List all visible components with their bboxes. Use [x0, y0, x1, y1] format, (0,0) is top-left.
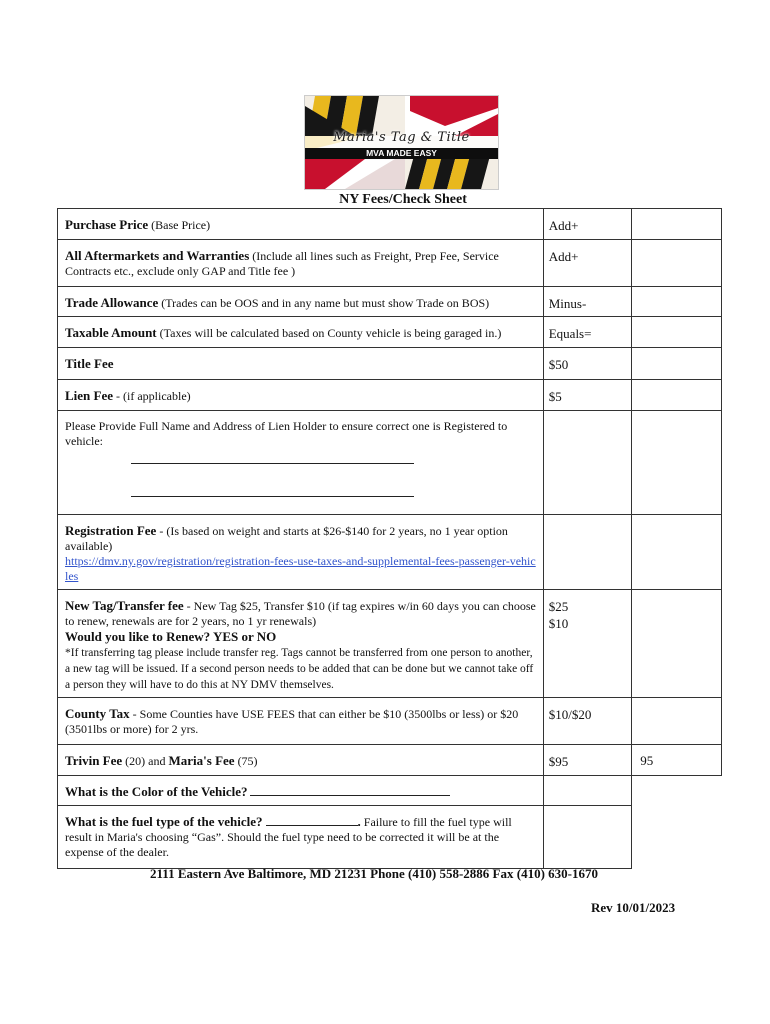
purchase-price-note: (Base Price) — [148, 218, 211, 232]
aftermarkets-note: (Include all lines such as Freight, Prep Fee, Service Contracts etc., exclude only GAP and Title fee ) — [65, 249, 499, 278]
trivin-fee-label: Trivin Fee — [65, 753, 123, 768]
new-tag-value-cell[interactable] — [632, 590, 722, 698]
row-new-tag-transfer — [58, 590, 722, 698]
row-lien-holder — [58, 411, 722, 515]
revision-date: Rev 10/01/2023 — [591, 900, 676, 915]
row-county-tax — [58, 698, 722, 745]
fuel-type-value-cell — [632, 806, 722, 869]
fuel-type-op-cell — [543, 806, 632, 869]
new-tag-price: $25 — [548, 599, 569, 614]
transfer-note: *If transferring tag please include transfer reg. Tags cannot be transferred from one person to another, a new tag will be issued. If a second person needs to be added that can be done but we cannot take off a person they will have to do this at NY DMV themselves. — [65, 647, 534, 691]
purchase-price-op: Add+ — [543, 209, 632, 240]
trivin-fee-amount: (20) and — [122, 754, 169, 768]
title-fee-label: Title Fee — [65, 356, 114, 371]
marias-fee-amount: (75) — [234, 754, 258, 768]
renew-question: Would you like to Renew? YES or NO — [65, 629, 277, 644]
county-tax-op: $10/$20 — [543, 698, 632, 745]
registration-fee-op-cell — [543, 515, 632, 590]
new-tag-note: - New Tag $25, Transfer $10 (if tag expires w/in 60 days you can choose to renew, renewals are for 2 years, no 1 yr renewals) — [65, 599, 536, 628]
row-vehicle-color — [58, 776, 722, 806]
lien-holder-value-cell[interactable] — [632, 411, 722, 515]
row-title-fee — [58, 348, 722, 380]
row-trade-allowance — [58, 287, 722, 317]
footer-contact: 2111 Eastern Ave Baltimore, MD 21231 Phone (410) 558-2886 Fax (410) 630-1670 — [150, 866, 598, 881]
taxable-amount-value-cell[interactable] — [632, 317, 722, 348]
registration-fee-link[interactable]: https://dmv.ny.gov/registration/registration-fees-use-taxes-and-supplemental-fees-passenger-vehicles — [65, 554, 536, 583]
trivin-value[interactable]: 95 — [632, 745, 722, 776]
row-aftermarkets — [58, 240, 722, 287]
lien-fee-label: Lien Fee — [65, 388, 114, 403]
purchase-price-label: Purchase Price — [65, 217, 149, 232]
title-fee-value-cell[interactable] — [632, 348, 722, 380]
trade-allowance-note: (Trades can be OOS and in any name but must show Trade on BOS) — [158, 296, 490, 310]
lien-fee-op: $5 — [543, 380, 632, 411]
aftermarkets-op: Add+ — [543, 240, 632, 287]
lien-holder-address-line[interactable] — [131, 488, 414, 497]
vehicle-color-blank[interactable] — [250, 785, 450, 796]
company-logo — [304, 95, 499, 190]
row-lien-fee — [58, 380, 722, 411]
aftermarkets-value-cell[interactable] — [632, 240, 722, 287]
aftermarkets-label: All Aftermarkets and Warranties — [65, 248, 250, 263]
marias-fee-label: Maria's Fee — [168, 753, 235, 768]
county-tax-label: County Tax — [65, 706, 130, 721]
row-taxable-amount — [58, 317, 722, 348]
lien-fee-note: - (if applicable) — [113, 389, 191, 403]
county-tax-note: - Some Counties have USE FEES that can either be $10 (3500lbs or less) or $20 (3501lbs or more) for 2 yrs. — [65, 707, 519, 736]
registration-fee-value-cell[interactable] — [632, 515, 722, 590]
logo-tagline: MVA MADE EASY — [366, 148, 437, 158]
row-purchase-price — [58, 209, 722, 240]
lien-holder-instructions: Please Provide Full Name and Address of Lien Holder to ensure correct one is Registered to vehicle: — [65, 419, 508, 448]
trivin-op: $95 — [543, 745, 632, 776]
row-trivin-maria-fee — [58, 745, 722, 776]
vehicle-color-value-cell[interactable] — [632, 776, 722, 806]
fuel-type-note: Failure to fill the fuel type will result in Maria's choosing “Gas”. Should the fuel type need to be corrected it will be at the expense of the dealer. — [65, 815, 512, 859]
purchase-price-value-cell[interactable] — [632, 209, 722, 240]
vehicle-color-op-cell — [543, 776, 632, 806]
new-tag-label: New Tag/Transfer fee — [65, 598, 184, 613]
page-title: NY Fees/Check Sheet — [339, 192, 467, 207]
taxable-amount-note: (Taxes will be calculated based on County vehicle is being garaged in.) — [156, 326, 502, 340]
registration-fee-label: Registration Fee — [65, 523, 157, 538]
fuel-type-period: . — [357, 814, 361, 829]
fees-table — [57, 208, 722, 869]
fuel-type-blank[interactable] — [266, 815, 358, 826]
fuel-type-label: What is the fuel type of the vehicle? — [65, 814, 263, 829]
taxable-amount-label: Taxable Amount — [65, 325, 157, 340]
trade-allowance-value-cell[interactable] — [632, 287, 722, 317]
logo-script-text: Maria's Tag & Title — [333, 130, 470, 145]
title-fee-op: $50 — [543, 348, 632, 380]
logo-band — [305, 148, 498, 159]
lien-fee-value-cell[interactable] — [632, 380, 722, 411]
county-tax-value-cell[interactable] — [632, 698, 722, 745]
transfer-price: $10 — [548, 616, 569, 631]
vehicle-color-label: What is the Color of the Vehicle? — [65, 784, 248, 799]
lien-holder-op-cell — [543, 411, 632, 515]
trade-allowance-label: Trade Allowance — [65, 295, 159, 310]
taxable-amount-op: Equals= — [543, 317, 632, 348]
trade-allowance-op: Minus- — [543, 287, 632, 317]
row-registration-fee — [58, 515, 722, 590]
row-fuel-type — [58, 806, 722, 869]
lien-holder-name-line[interactable] — [131, 455, 414, 464]
registration-fee-note: - (Is based on weight and starts at $26-$140 for 2 years, no 1 year option available) — [65, 524, 508, 553]
